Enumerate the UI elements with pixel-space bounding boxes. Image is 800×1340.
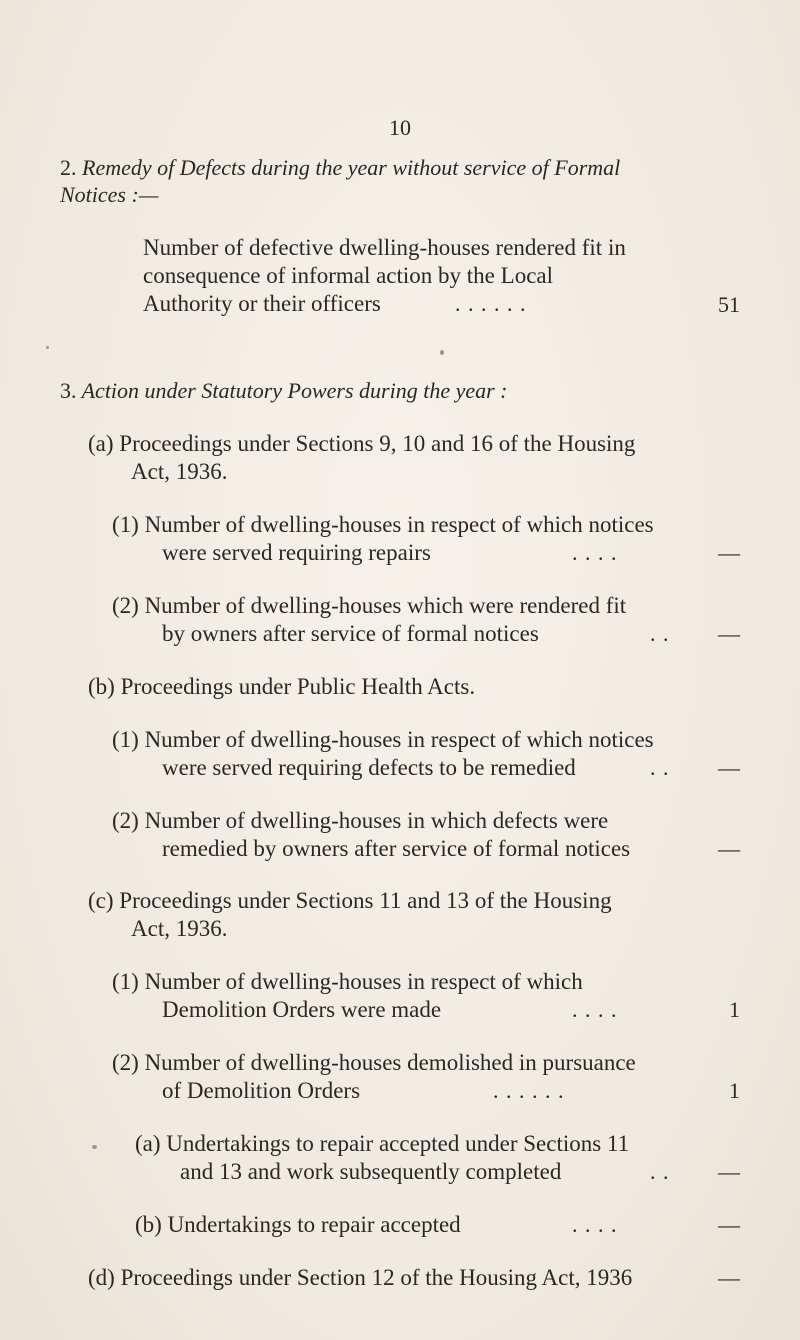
leader-dots: . . [650, 755, 670, 780]
section-2-desc-line2: consequence of informal action by the Local [143, 263, 554, 288]
section-3-title: Action under Statutory Powers during the year : [81, 378, 508, 403]
item-a2-value: — [718, 621, 740, 646]
subsection-d-heading: (d) Proceedings under Section 12 of the Housing Act, 1936 [88, 1265, 633, 1290]
subsection-d-value: — [718, 1265, 740, 1290]
item-a2-line1: (2) Number of dwelling-houses which were rendered fit [112, 593, 627, 618]
leader-dots: . . . . [572, 997, 618, 1022]
section-2-number: 2. [60, 155, 77, 180]
item-a1-line2: were served requiring repairs [162, 540, 431, 565]
paper-speck [92, 1145, 97, 1149]
section-2-value: 51 [718, 292, 740, 317]
undertaking-a-value: — [718, 1159, 740, 1184]
undertaking-b-value: — [718, 1212, 740, 1237]
leader-dots: . . . . [572, 540, 618, 565]
item-b2-value: — [718, 836, 740, 861]
item-c1-line1: (1) Number of dwelling-houses in respect of which [112, 969, 583, 994]
undertaking-b-line: (b) Undertakings to repair accepted [135, 1212, 461, 1237]
section-2-desc-line1: Number of defective dwelling-houses rendered fit in [143, 235, 626, 260]
leader-dots: . . . . . . [455, 291, 527, 316]
section-2-title: Remedy of Defects during the year without service of Formal [82, 155, 621, 180]
leader-dots: . . [650, 621, 670, 646]
leader-dots: . . . . . . [493, 1078, 565, 1103]
subsection-c-heading-line2: Act, 1936. [131, 916, 228, 941]
item-c2-line2: of Demolition Orders [162, 1078, 361, 1103]
section-3-title-line [60, 378, 508, 404]
undertaking-a-line2: and 13 and work subsequently completed [180, 1159, 562, 1184]
section-2-desc-line3: Authority or their officers [143, 291, 381, 316]
subsection-c-heading-line1: (c) Proceedings under Sections 11 and 13 of the Housing [88, 888, 612, 913]
section-3-number: 3. [60, 378, 77, 403]
item-b1-line2: were served requiring defects to be remedied [162, 755, 576, 780]
leader-dots: . . [650, 1159, 670, 1184]
item-c1-value: 1 [729, 997, 740, 1022]
item-c2-line1: (2) Number of dwelling-houses demolished in pursuance [112, 1050, 636, 1075]
page-number: 10 [389, 115, 411, 140]
item-b2-line2: remedied by owners after service of formal notices [162, 836, 631, 861]
leader-dots: . . . . [572, 1212, 618, 1237]
item-b1-value: — [718, 755, 740, 780]
section-2-title-line2: Notices :— [60, 182, 159, 207]
item-c1-line2: Demolition Orders were made [162, 997, 442, 1022]
subsection-a-heading-line2: Act, 1936. [131, 459, 228, 484]
undertaking-a-line1: (a) Undertakings to repair accepted under Sections 11 [135, 1131, 630, 1156]
subsection-b-heading: (b) Proceedings under Public Health Acts. [88, 674, 476, 699]
item-b1-line1: (1) Number of dwelling-houses in respect of which notices [112, 727, 654, 752]
item-b2-line1: (2) Number of dwelling-houses in which defects were [112, 808, 609, 833]
item-a1-line1: (1) Number of dwelling-houses in respect of which notices [112, 512, 654, 537]
item-a1-value: — [718, 540, 740, 565]
subsection-a-heading-line1: (a) Proceedings under Sections 9, 10 and 16 of the Housing [88, 431, 636, 456]
paper-speck [440, 350, 444, 355]
item-c2-value: 1 [729, 1078, 740, 1103]
section-2-title-line1 [60, 155, 620, 181]
item-a2-line2: by owners after service of formal notices [162, 621, 539, 646]
paper-speck [46, 346, 49, 349]
